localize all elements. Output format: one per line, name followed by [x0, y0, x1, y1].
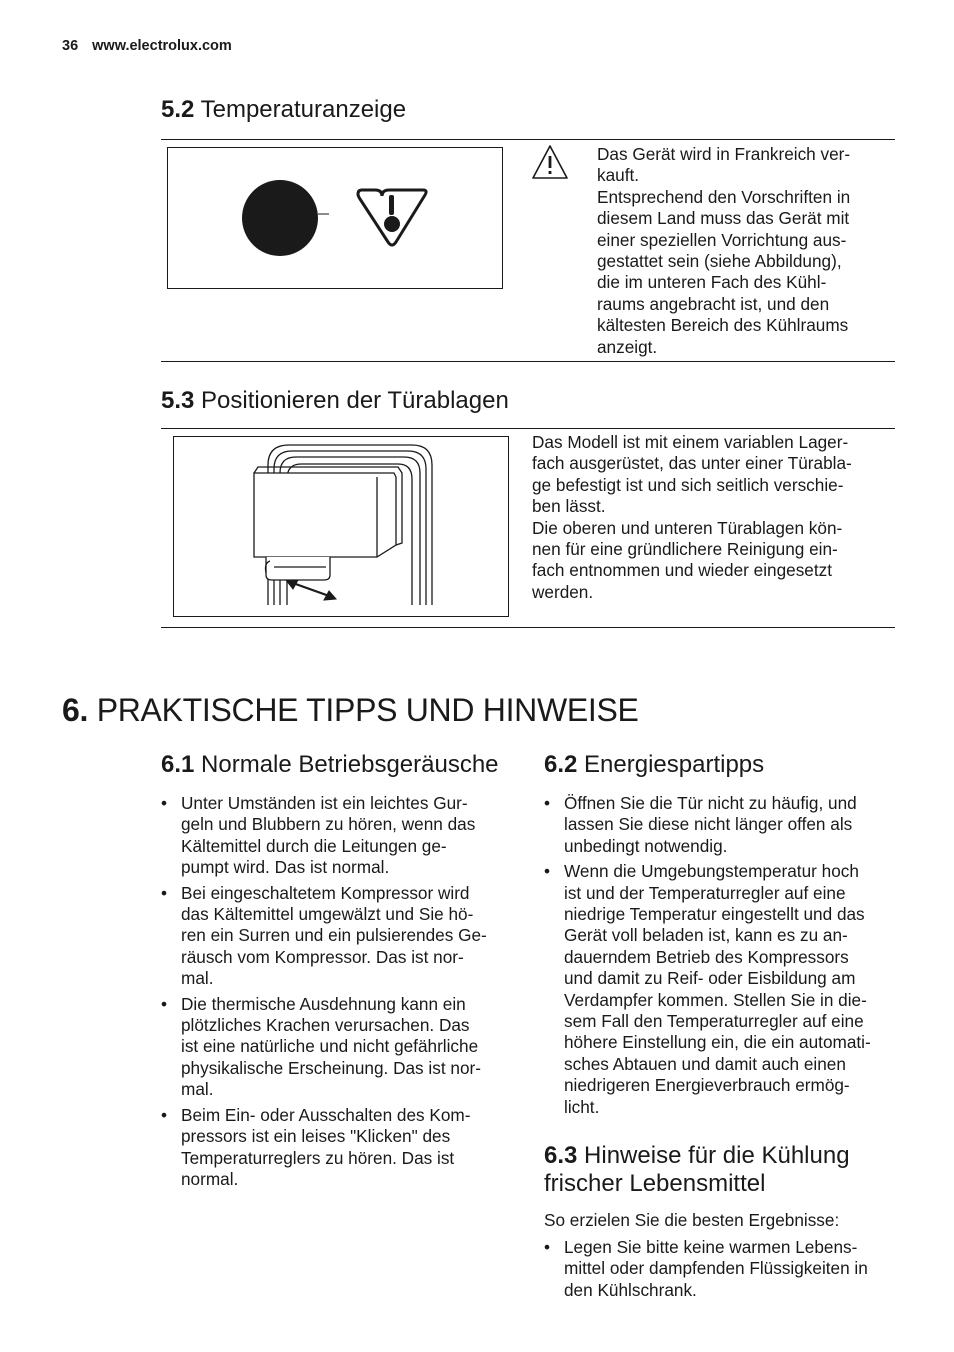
- text-line: Das Modell ist mit einem variablen Lager-: [532, 432, 849, 452]
- chapter-6-heading: [62, 692, 639, 729]
- section-title: Energiespartipps: [584, 751, 765, 778]
- section-title: Positionieren der Türablagen: [201, 387, 509, 414]
- text-line: nen für eine gründlichere Reinigung ein-: [532, 539, 838, 560]
- text-line: fach entnommen und wieder eingesetzt: [532, 560, 833, 581]
- section-title: Hinweise für die Kühlung: [584, 1142, 850, 1169]
- fresh-food-list: [544, 1237, 904, 1305]
- indicator-disc: [242, 180, 318, 256]
- temperature-indicator-illustration: [168, 148, 502, 288]
- text-line: ben lässt.: [532, 496, 606, 517]
- text-line: die im unteren Fach des Kühl-: [597, 272, 827, 293]
- divider: [161, 627, 895, 628]
- text-line: Die oberen und unteren Türablagen kön-: [532, 517, 843, 538]
- divider: [161, 361, 895, 362]
- text-line: diesem Land muss das Gerät mit: [597, 208, 850, 229]
- section-6-3-heading: [544, 1142, 850, 1198]
- text-line: fach ausgerüstet, das unter einer Türabla-: [532, 453, 852, 474]
- list-item: • Bei eingeschaltetem Kompressor wird das Kältemittel umgewälzt und Sie hö- ren ein Surren und ein pulsierendes Ge- räusch vom Kompressor. Das ist nor- mal.: [161, 883, 521, 990]
- list-item: • Unter Umständen ist ein leichtes Gur- geln und Blubbern zu hören, wenn das Kältemittel durch die Leitungen ge- pumpt wird. Das ist normal.: [161, 793, 521, 879]
- door-shelf-figure: [173, 436, 509, 617]
- website-url: www.electrolux.com: [92, 38, 232, 54]
- section-title: Temperaturanzeige: [200, 96, 407, 123]
- section-5-3-heading: [161, 387, 509, 415]
- warning-icon: [531, 144, 569, 180]
- text-line: werden.: [532, 581, 594, 602]
- temperature-indicator-figure: [167, 147, 503, 289]
- section-6-3-intro: So erzielen Sie die besten Ergebnisse:: [544, 1210, 840, 1230]
- text-line: ge befestigt ist und sich seitlich verschie-: [532, 474, 844, 495]
- chapter-number: 6.: [62, 692, 89, 728]
- energy-tips-list: [544, 793, 904, 1122]
- section-number: 6.2: [544, 751, 578, 778]
- normal-noises-list: [161, 793, 521, 1194]
- divider: [161, 428, 895, 429]
- section-6-1-heading: [161, 751, 499, 779]
- list-item: • Öffnen Sie die Tür nicht zu häufig, und lassen Sie diese nicht länger offen als unbedingt notwendig.: [544, 793, 904, 857]
- section-5-2-heading: [161, 96, 406, 124]
- text-line: kauft.: [597, 165, 640, 186]
- list-item: • Die thermische Ausdehnung kann ein plötzliches Krachen verursachen. Das ist eine natürliche und nicht gefährliche physikalische Erscheinung. Das ist nor- mal.: [161, 994, 521, 1101]
- list-item: • Wenn die Umgebungstemperatur hoch ist und der Temperaturregler auf eine niedrige Temperatur eingestellt und das Gerät voll beladen ist, kann es zu an- dauerndem Betrieb des Kompressors und damit zu Reif- oder Eisbildung am Verdampfer kommen. Stellen Sie in die- sem Fall den Temperaturregler auf eine höhere Einstellung ein, die ein automati- sches Abtauen und damit auch einen niedrigeren Energieverbrauch ermög- licht.: [544, 861, 904, 1118]
- text-line: Das Gerät wird in Frankreich ver-: [597, 144, 851, 164]
- text-line: gestattet sein (siehe Abbildung),: [597, 251, 842, 272]
- text-line: kältesten Bereich des Kühlraums: [597, 315, 849, 336]
- chapter-title: PRAKTISCHE TIPPS UND HINWEISE: [96, 692, 639, 728]
- page-header: [62, 38, 232, 54]
- list-item: • Beim Ein- oder Ausschalten des Kom- pressors ist ein leises "Klicken" des Temperaturreglers zu hören. Das ist normal.: [161, 1105, 521, 1191]
- text-line: einer speziellen Vorrichtung aus-: [597, 229, 847, 250]
- section-title-continued: frischer Lebensmittel: [544, 1170, 766, 1197]
- section-number: 6.1: [161, 751, 195, 778]
- section-6-2-heading: [544, 751, 764, 779]
- door-shelf-illustration: [174, 437, 508, 616]
- section-number: 5.2: [161, 96, 195, 123]
- divider: [161, 139, 895, 140]
- page-number: 36: [62, 38, 79, 54]
- temperature-indicator-text: [597, 144, 850, 358]
- section-number: 6.3: [544, 1142, 578, 1169]
- section-number: 5.3: [161, 387, 195, 414]
- list-item: • Legen Sie bitte keine warmen Lebens- mittel oder dampfenden Flüssigkeiten in den Kühlschrank.: [544, 1237, 904, 1301]
- door-shelf-text: [532, 432, 852, 603]
- text-line: anzeigt.: [597, 336, 658, 357]
- section-title: Normale Betriebsgeräusche: [201, 751, 499, 778]
- text-line: raums angebracht ist, und den: [597, 293, 830, 314]
- text-line: Entsprechend den Vorschriften in: [597, 186, 851, 207]
